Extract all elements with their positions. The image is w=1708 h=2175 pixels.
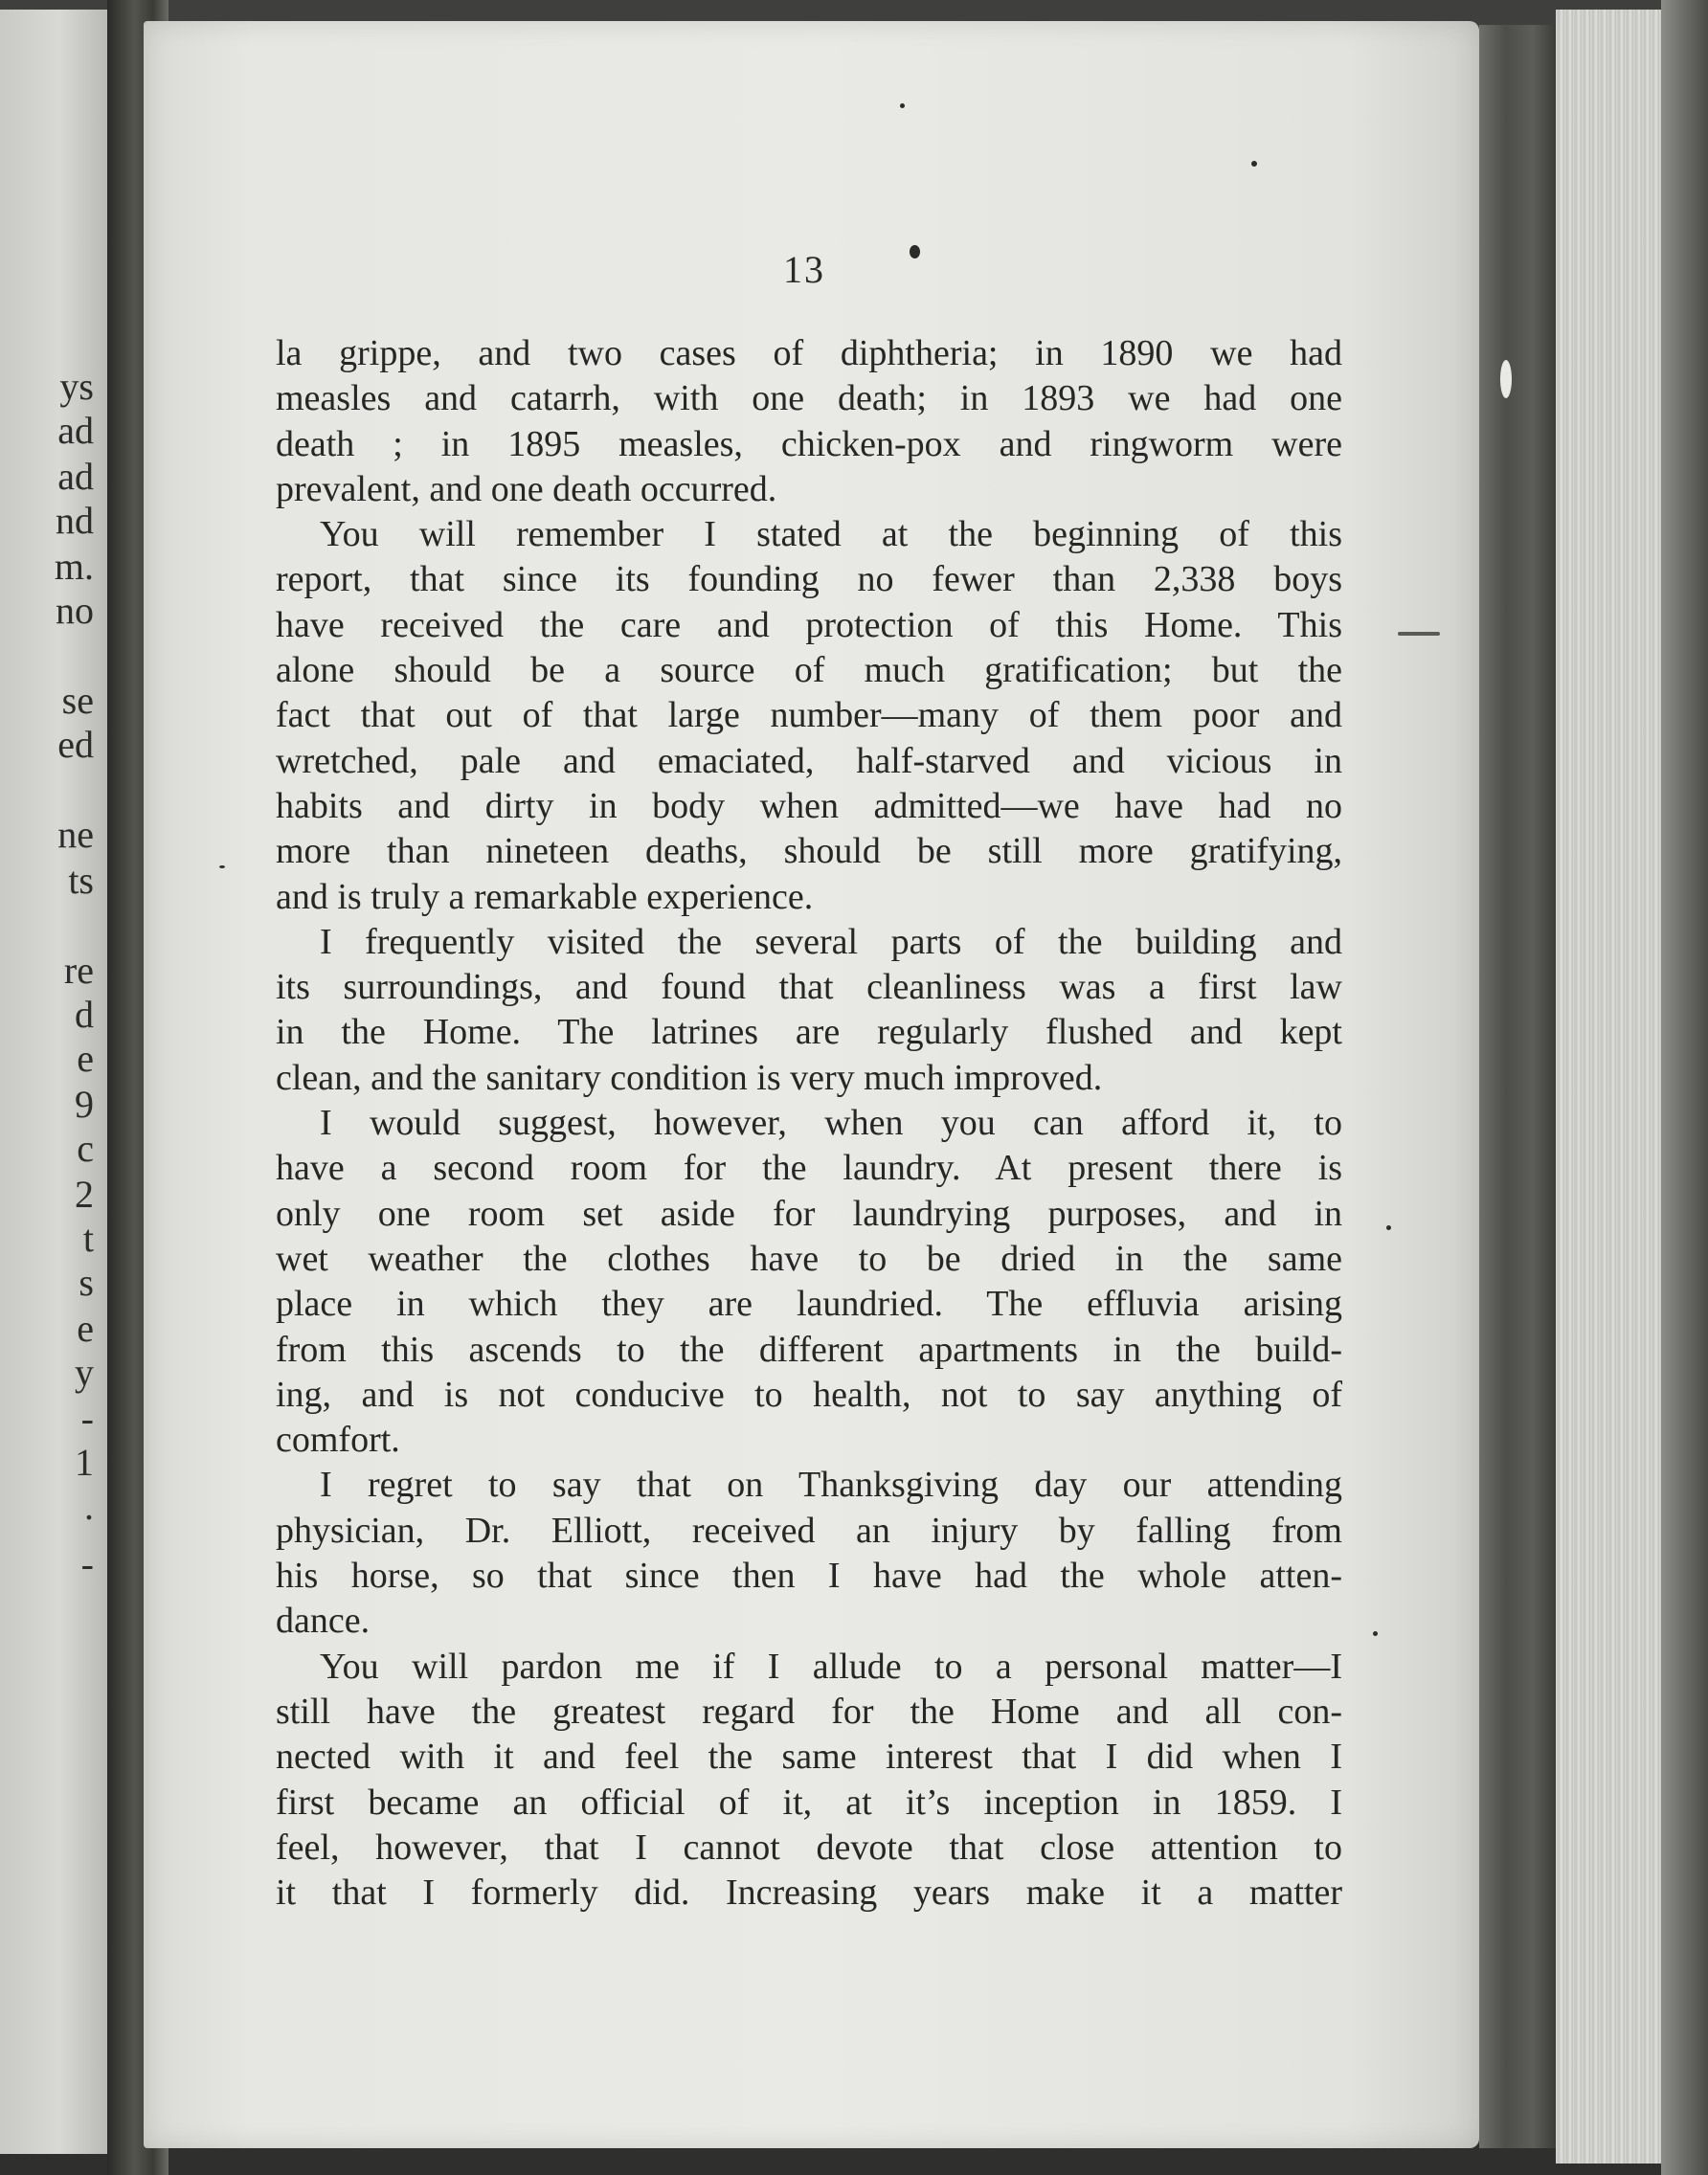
text-line: I regret to say that on Thanksgiving day our attending	[320, 1465, 1342, 1506]
text-line: habits and dirty in body when admitted—we have had no	[276, 785, 1342, 826]
text-line: You will pardon me if I allude to a personal matter—I	[320, 1646, 1342, 1687]
facing-page-line-fragment: ad	[57, 455, 94, 498]
text-line: measles and catarrh, with one death; in 1893 we had one	[276, 378, 1342, 419]
dust-speck	[1386, 1225, 1391, 1230]
facing-page-line-fragment: se	[61, 679, 94, 722]
text-line: only one room set aside for laundrying purposes, and in	[276, 1193, 1342, 1234]
text-line: his horse, so that since then I have had the whole atten-	[276, 1556, 1342, 1597]
text-line: ing, and is not conducive to health, not to say anything of	[276, 1374, 1342, 1415]
facing-page-line-fragment: ad	[57, 409, 94, 452]
facing-page-line-fragment: ed	[57, 723, 94, 766]
text-line: death ; in 1895 measles, chicken-pox and ringworm were	[276, 423, 1342, 464]
dust-speck	[1398, 632, 1440, 636]
text-line: more than nineteen deaths, should be still more gratifying,	[276, 831, 1342, 872]
text-line: comfort.	[276, 1420, 400, 1461]
text-line: prevalent, and one death occurred.	[276, 468, 777, 509]
page-edge-shadow	[1479, 25, 1556, 2148]
dust-speck	[219, 865, 225, 868]
facing-page-line-fragment: nd	[56, 499, 94, 542]
text-line: place in which they are laundried. The effluvia arising	[276, 1284, 1342, 1325]
facing-page-line-fragment: y	[75, 1351, 94, 1394]
facing-page-line-fragment: re	[63, 949, 94, 992]
text-line: report, that since its founding no fewer than 2,338 boys	[276, 559, 1342, 600]
text-line: its surroundings, and found that cleanliness was a first law	[276, 967, 1342, 1008]
text-line: feel, however, that I cannot devote that close attention to	[276, 1827, 1342, 1868]
facing-page-line-fragment: ts	[68, 859, 94, 902]
facing-page-line-fragment: .	[84, 1485, 94, 1528]
facing-page-line-fragment: e	[77, 1037, 94, 1080]
facing-page-line-fragment: m.	[54, 545, 94, 588]
facing-page-line-fragment: ne	[57, 813, 94, 856]
text-line: wet weather the clothes have to be dried in the same	[276, 1238, 1342, 1279]
facing-page-line-fragment: e	[77, 1307, 94, 1350]
facing-page-line-fragment: 9	[75, 1083, 94, 1126]
facing-page-line-fragment: t	[82, 1217, 94, 1260]
facing-page-line-fragment: 2	[75, 1173, 94, 1216]
dust-speck	[1373, 1631, 1378, 1636]
page-number: 13	[783, 248, 825, 291]
text-line: have a second room for the laundry. At present there is	[276, 1148, 1342, 1189]
facing-page-line-fragment: s	[79, 1261, 94, 1304]
text-line: wretched, pale and emaciated, half-starved and vicious in	[276, 740, 1342, 781]
text-line: first became an official of it, at it’s inception in 1859. I	[276, 1782, 1342, 1823]
facing-page-line-fragment: -	[80, 1397, 94, 1440]
facing-page-line-fragment: -	[80, 1542, 94, 1585]
text-line: dance.	[276, 1601, 371, 1642]
dust-speck	[900, 103, 905, 108]
book-cover-edge	[1661, 0, 1708, 2175]
facing-page-line-fragment: d	[75, 993, 94, 1036]
facing-page-line-fragment: no	[56, 589, 94, 632]
dust-speck	[910, 245, 920, 258]
text-line: physician, Dr. Elliott, received an injury by falling from	[276, 1510, 1342, 1551]
text-line: nected with it and feel the same interest that I did when I	[276, 1737, 1342, 1778]
text-line: You will remember I stated at the beginning of this	[320, 514, 1342, 555]
text-line: in the Home. The latrines are regularly flushed and kept	[276, 1012, 1342, 1053]
text-line: from this ascends to the different apartments in the build-	[276, 1329, 1342, 1370]
page-edges	[1556, 10, 1661, 2164]
dust-speck	[1251, 161, 1257, 167]
facing-page-line-fragment: c	[77, 1127, 94, 1170]
text-line: I would suggest, however, when you can afford it, to	[320, 1103, 1342, 1144]
facing-page-line-fragment: 1	[75, 1441, 94, 1484]
text-line: I frequently visited the several parts of the building and	[320, 921, 1342, 962]
facing-page-fragment	[0, 10, 107, 2154]
text-line: and is truly a remarkable experience.	[276, 876, 814, 917]
facing-page-line-fragment: ys	[59, 365, 94, 408]
dust-speck	[1500, 360, 1512, 398]
text-line: still have the greatest regard for the Home and all con-	[276, 1691, 1342, 1732]
text-line: clean, and the sanitary condition is very much improved.	[276, 1057, 1103, 1098]
page-body-text	[276, 331, 1342, 1916]
text-line: have received the care and protection of this Home. This	[276, 604, 1342, 645]
text-line: it that I formerly did. Increasing years make it a matter	[276, 1872, 1342, 1914]
text-line: fact that out of that large number—many of them poor and	[276, 695, 1342, 736]
text-line: alone should be a source of much gratification; but the	[276, 650, 1342, 691]
text-line: la grippe, and two cases of diphtheria; in 1890 we had	[276, 333, 1342, 373]
